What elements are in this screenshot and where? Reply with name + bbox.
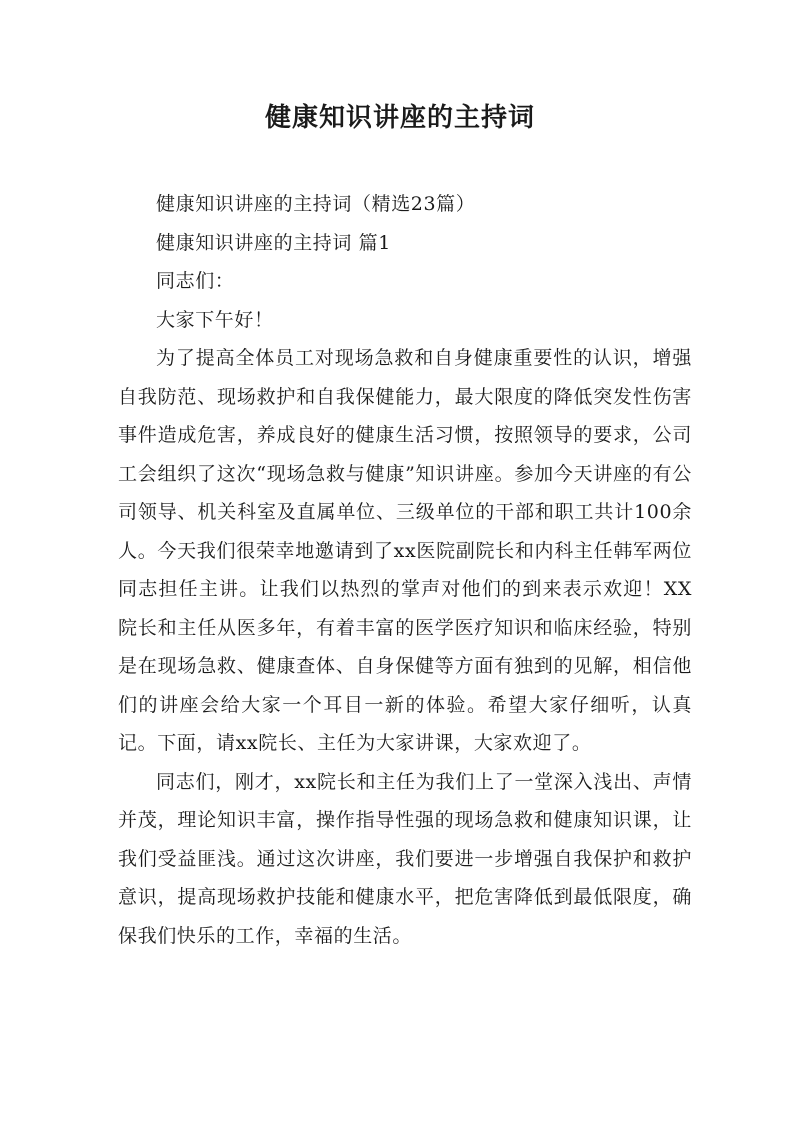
- document-title: 健康知识讲座的主持词: [264, 103, 535, 133]
- salutation-paragraph: 同志们：: [156, 270, 235, 292]
- body-paragraph: 同志们，刚才，xx院长和主任为我们上了一堂深入浅出、声情并茂，理论知识丰富，操作指导性强的现场急救和健康知识课，让我们受益匪浅。通过这次讲座，我们要进一步增强自我保护和救护意识，提高现场救护技能和健康水平，把危害降低到最低限度，确保我们快乐的工作，幸福的生活。: [118, 770, 692, 947]
- document-body: [118, 185, 692, 955]
- subtitle-paragraph: 健康知识讲座的主持词（精选23篇）: [156, 193, 476, 215]
- body-paragraph: 为了提高全体员工对现场急救和自身健康重要性的认识，增强自我防范、现场救护和自我保健能力，最大限度的降低突发性伤害事件造成危害，养成良好的健康生活习惯，按照领导的要求，公司工会组织了这次“现场急救与健康”知识讲座。参加今天讲座的有公司领导、机关科室及直属单位、三级单位的干部和职工共计100余人。今天我们很荣幸地邀请到了xx医院副院长和内科主任韩军两位同志担任主讲。让我们以热烈的掌声对他们的到来表示欢迎！XX院长和主任从医多年，有着丰富的医学医疗知识和临床经验，特别是在现场急救、健康查体、自身保健等方面有独到的见解，相信他们的讲座会给大家一个耳目一新的体验。希望大家仔细听，认真记。下面，请xx院长、主任为大家讲课，大家欢迎了。: [118, 347, 692, 754]
- section-heading: 健康知识讲座的主持词 篇1: [156, 231, 391, 254]
- greeting-paragraph: 大家下午好！: [156, 308, 274, 331]
